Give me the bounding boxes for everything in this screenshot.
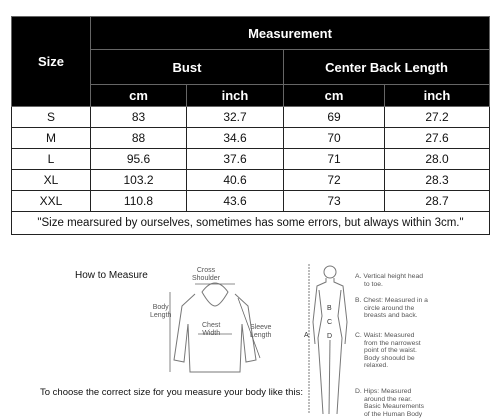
value-cell: 71 <box>284 149 385 170</box>
size-chart-table <box>11 16 490 235</box>
measurement-header: Measurement <box>91 17 490 50</box>
size-note: "Size mearsured by ourselves, sometimes has some errors, but always within 3cm." <box>12 212 490 235</box>
choose-size-instruction: To choose the correct size for you measure your body like this: <box>40 387 303 398</box>
value-cell: 83 <box>91 107 187 128</box>
value-cell: 40.6 <box>187 170 284 191</box>
size-cell: XL <box>12 170 91 191</box>
table-row <box>12 191 490 212</box>
table-row <box>12 149 490 170</box>
legend-a: A. Vertical height head to toe. <box>355 273 424 288</box>
figure-letter-a: A <box>304 332 309 339</box>
value-cell: 110.8 <box>91 191 187 212</box>
value-cell: 70 <box>284 128 385 149</box>
sleeve-length-label: Sleeve Length <box>250 324 272 339</box>
figure-letter-b: B <box>327 305 332 312</box>
value-cell: 27.2 <box>385 107 490 128</box>
size-header: Size <box>12 17 91 107</box>
value-cell: 73 <box>284 191 385 212</box>
legend-d: D. Hips: Measured around the rear. Basic Meaurements of the Human Body <box>355 388 425 418</box>
table-row <box>12 107 490 128</box>
table-row <box>12 128 490 149</box>
unit-header: inch <box>187 85 284 107</box>
value-cell: 37.6 <box>187 149 284 170</box>
unit-header: inch <box>385 85 490 107</box>
unit-header: cm <box>284 85 385 107</box>
body-length-label: Body Length <box>150 304 172 319</box>
size-cell: M <box>12 128 91 149</box>
table-row <box>12 170 490 191</box>
legend-c: C. Waist: Measured from the narrowest point of the waist. Body shoould be relaxed. <box>355 332 421 369</box>
how-to-measure-title: How to Measure <box>75 270 148 281</box>
bust-header: Bust <box>91 50 284 85</box>
how-to-measure-panel <box>0 260 500 416</box>
figure-letter-c: C <box>327 319 333 326</box>
value-cell: 34.6 <box>187 128 284 149</box>
value-cell: 95.6 <box>91 149 187 170</box>
value-cell: 69 <box>284 107 385 128</box>
unit-header: cm <box>91 85 187 107</box>
value-cell: 28.3 <box>385 170 490 191</box>
value-cell: 27.6 <box>385 128 490 149</box>
value-cell: 28.0 <box>385 149 490 170</box>
center-back-length-header: Center Back Length <box>284 50 490 85</box>
value-cell: 88 <box>91 128 187 149</box>
value-cell: 43.6 <box>187 191 284 212</box>
size-cell: L <box>12 149 91 170</box>
size-cell: XXL <box>12 191 91 212</box>
value-cell: 72 <box>284 170 385 191</box>
value-cell: 28.7 <box>385 191 490 212</box>
chest-width-label: Chest Width <box>202 322 221 337</box>
value-cell: 103.2 <box>91 170 187 191</box>
cross-shoulder-label: Cross Shoulder <box>192 267 221 282</box>
legend-b: B. Chest: Measured in a circle around the breasts and back. <box>355 297 428 319</box>
size-cell: S <box>12 107 91 128</box>
value-cell: 32.7 <box>187 107 284 128</box>
figure-letter-d: D <box>327 333 333 340</box>
